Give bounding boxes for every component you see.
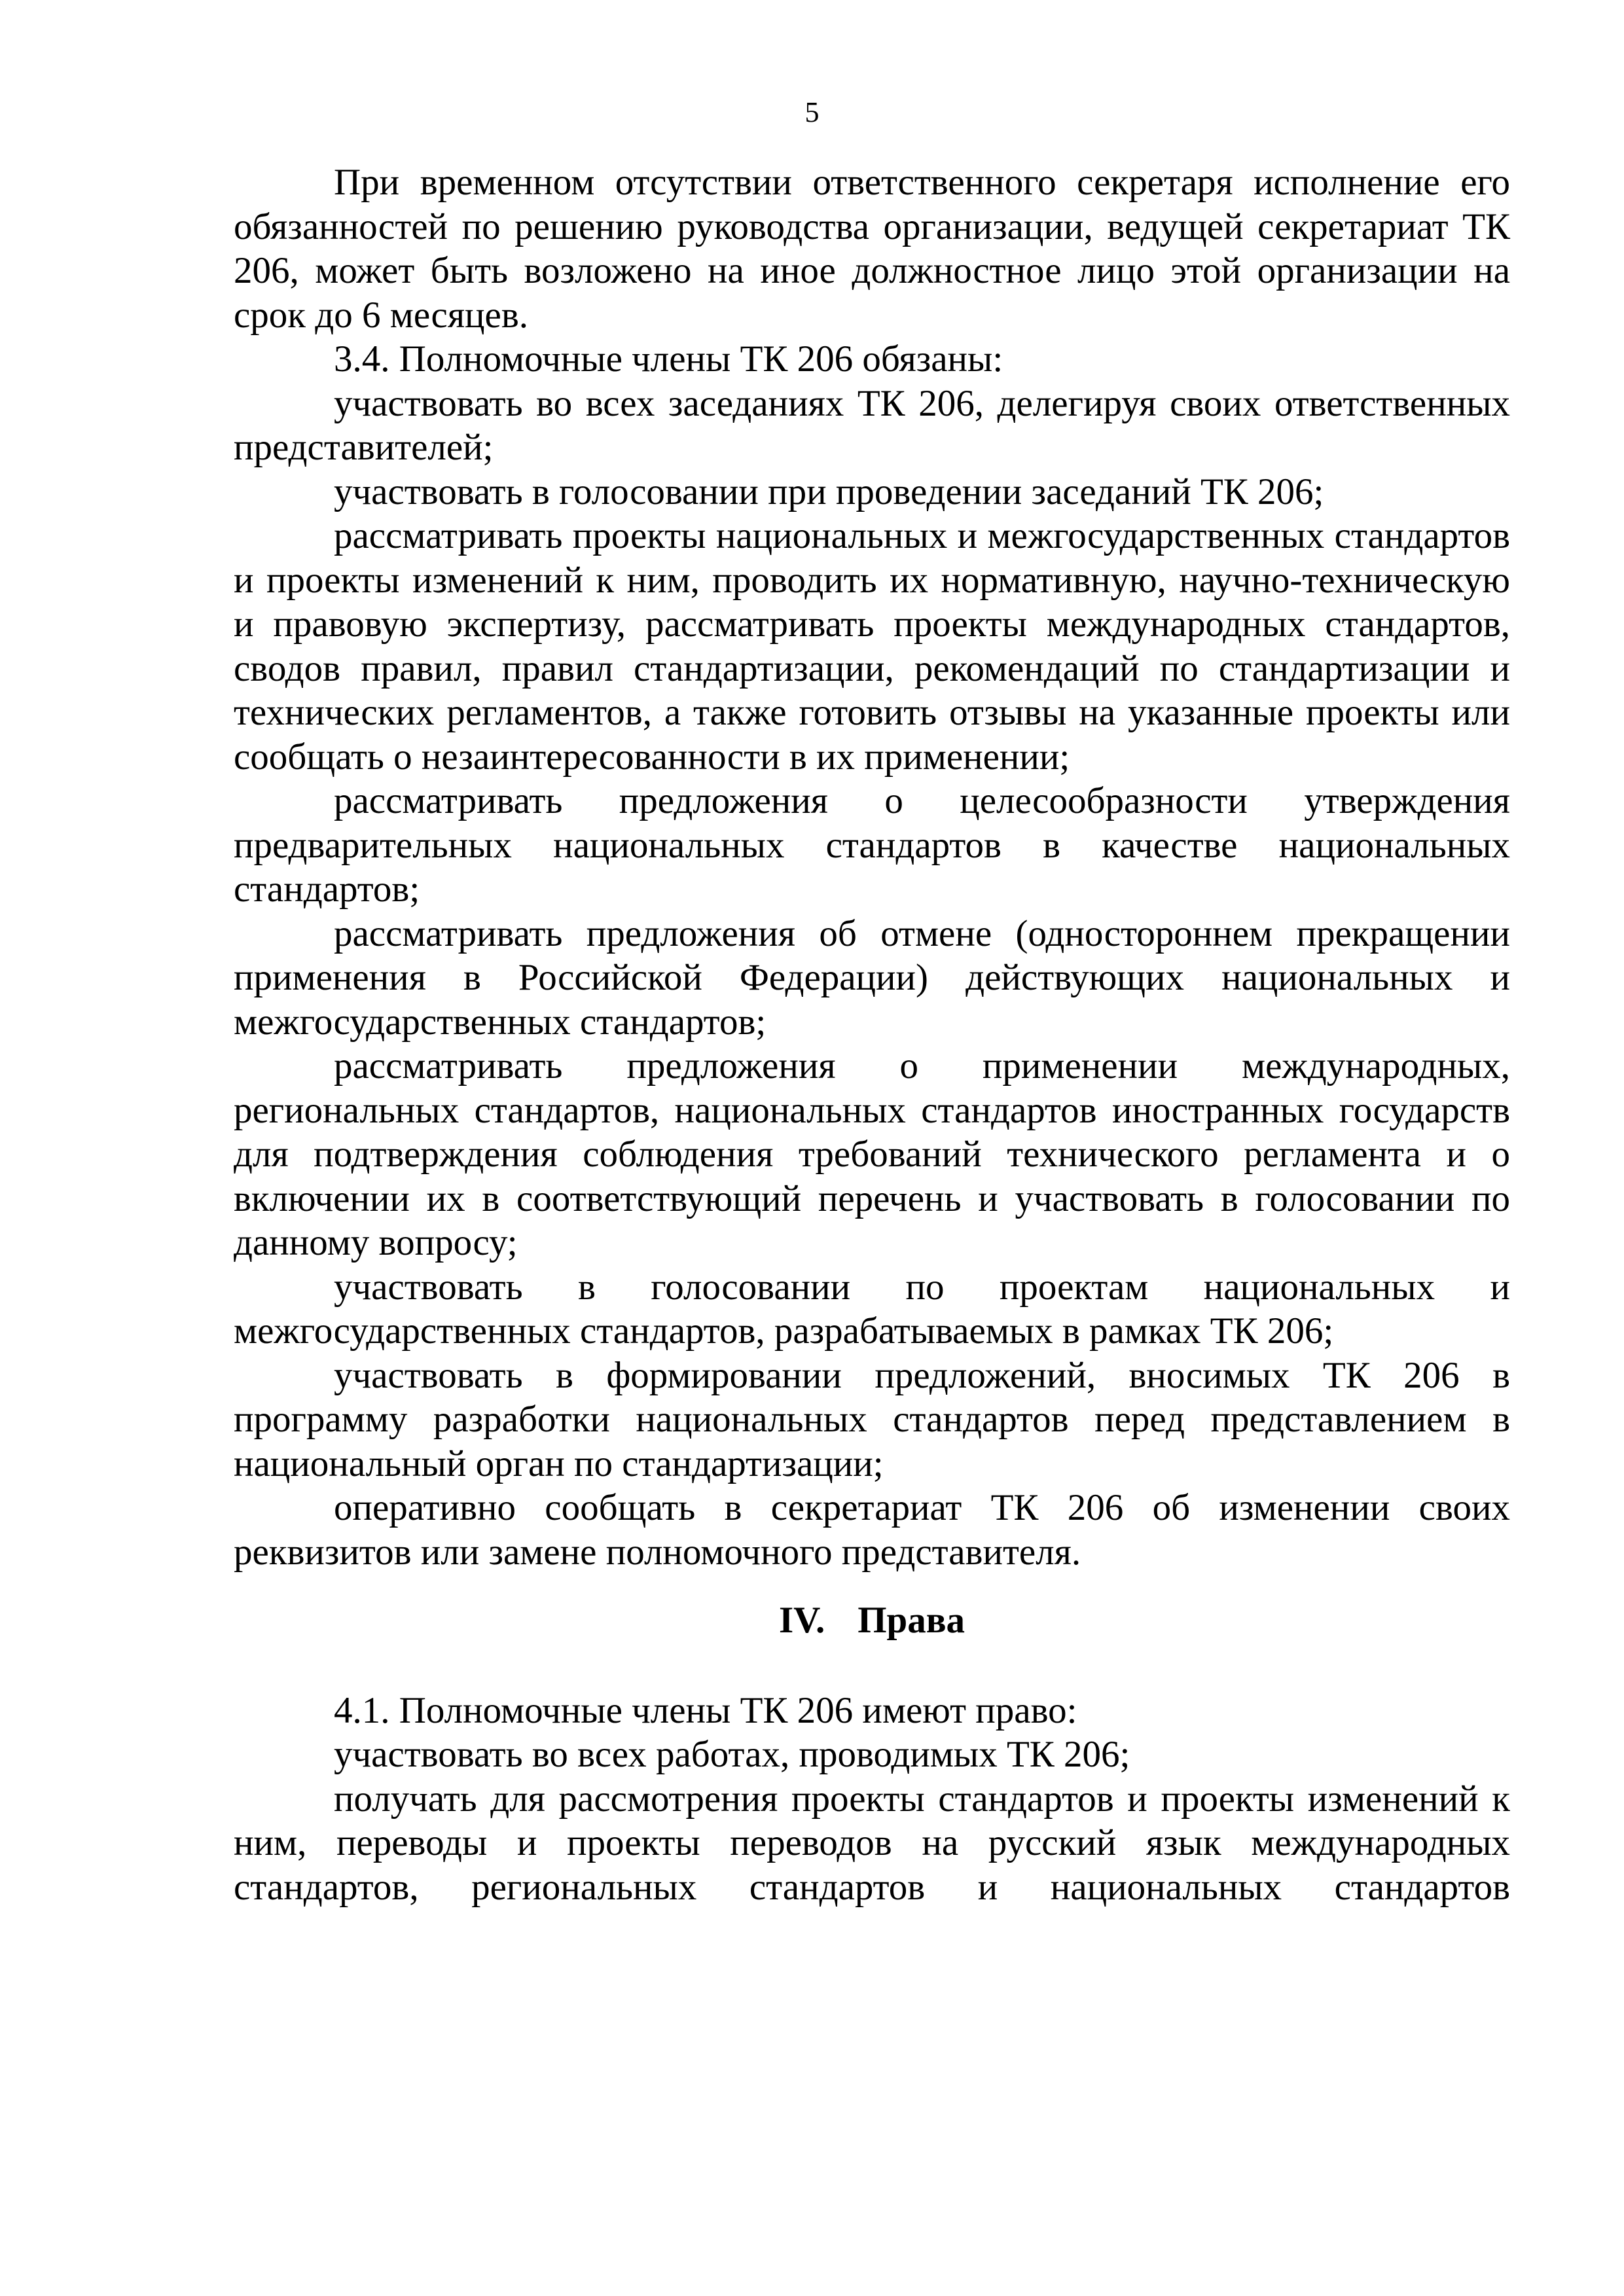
section-number: IV. <box>778 1600 825 1641</box>
paragraph: участвовать в формировании предложений, вносимых ТК 206 в программу разработки национальных стандартов перед представлением в национальный орган по стандартизации; <box>234 1354 1510 1484</box>
paragraph: участвовать во всех заседаниях ТК 206, делегируя своих ответственных представителей; <box>234 382 1510 468</box>
paragraph: рассматривать предложения об отмене (одностороннем прекращении применения в Российской Федерации) действующих национальных и межгосударственных стандартов; <box>234 912 1510 1043</box>
page-number: 5 <box>804 96 820 128</box>
paragraph: участвовать в голосовании при проведении заседаний ТК 206; <box>334 471 1324 512</box>
paragraph: участвовать во всех работах, проводимых ТК 206; <box>334 1734 1130 1775</box>
paragraph: рассматривать предложения о применении международных, региональных стандартов, национальных стандартов иностранных государств для подтверждения соблюдения требований технического регламента и о включении их в соответствующий перечень и участвовать в голосовании по данному вопросу; <box>234 1045 1510 1263</box>
section-title: Права <box>857 1600 965 1641</box>
body-text <box>234 160 1510 1909</box>
paragraph: участвовать в голосовании по проектам национальных и межгосударственных стандартов, разрабатываемых в рамках ТК 206; <box>234 1266 1510 1352</box>
paragraph: 4.1. Полномочные члены ТК 206 имеют право: <box>334 1689 1077 1731</box>
paragraph: получать для рассмотрения проекты стандартов и проекты изменений к ним, переводы и проекты переводов на русский язык международных стандартов, региональных стандартов и национальных стандартов <box>234 1778 1510 1908</box>
paragraph: оперативно сообщать в секретариат ТК 206 об изменении своих реквизитов или замене полномочного представителя. <box>234 1487 1510 1573</box>
paragraph: рассматривать проекты национальных и межгосударственных стандартов и проекты изменений к ним, проводить их нормативную, научно-техническую и правовую экспертизу, рассматривать проекты международных стандартов, сводов правил, правил стандартизации, рекомендаций по стандартизации и технических регламентов, а также готовить отзывы на указанные проекты или сообщать о незаинтересованности в их применении; <box>234 515 1510 778</box>
paragraph: 3.4. Полномочные члены ТК 206 обязаны: <box>334 338 1003 380</box>
paragraph: При временном отсутствии ответственного секретаря исполнение его обязанностей по решению руководства организации, ведущей секретариат ТК 206, может быть возложено на иное должностное лицо этой организации на срок до 6 месяцев. <box>234 162 1510 336</box>
section-heading <box>234 1598 1510 1643</box>
paragraph: рассматривать предложения о целесообразности утверждения предварительных национальных стандартов в качестве национальных стандартов; <box>234 780 1510 910</box>
